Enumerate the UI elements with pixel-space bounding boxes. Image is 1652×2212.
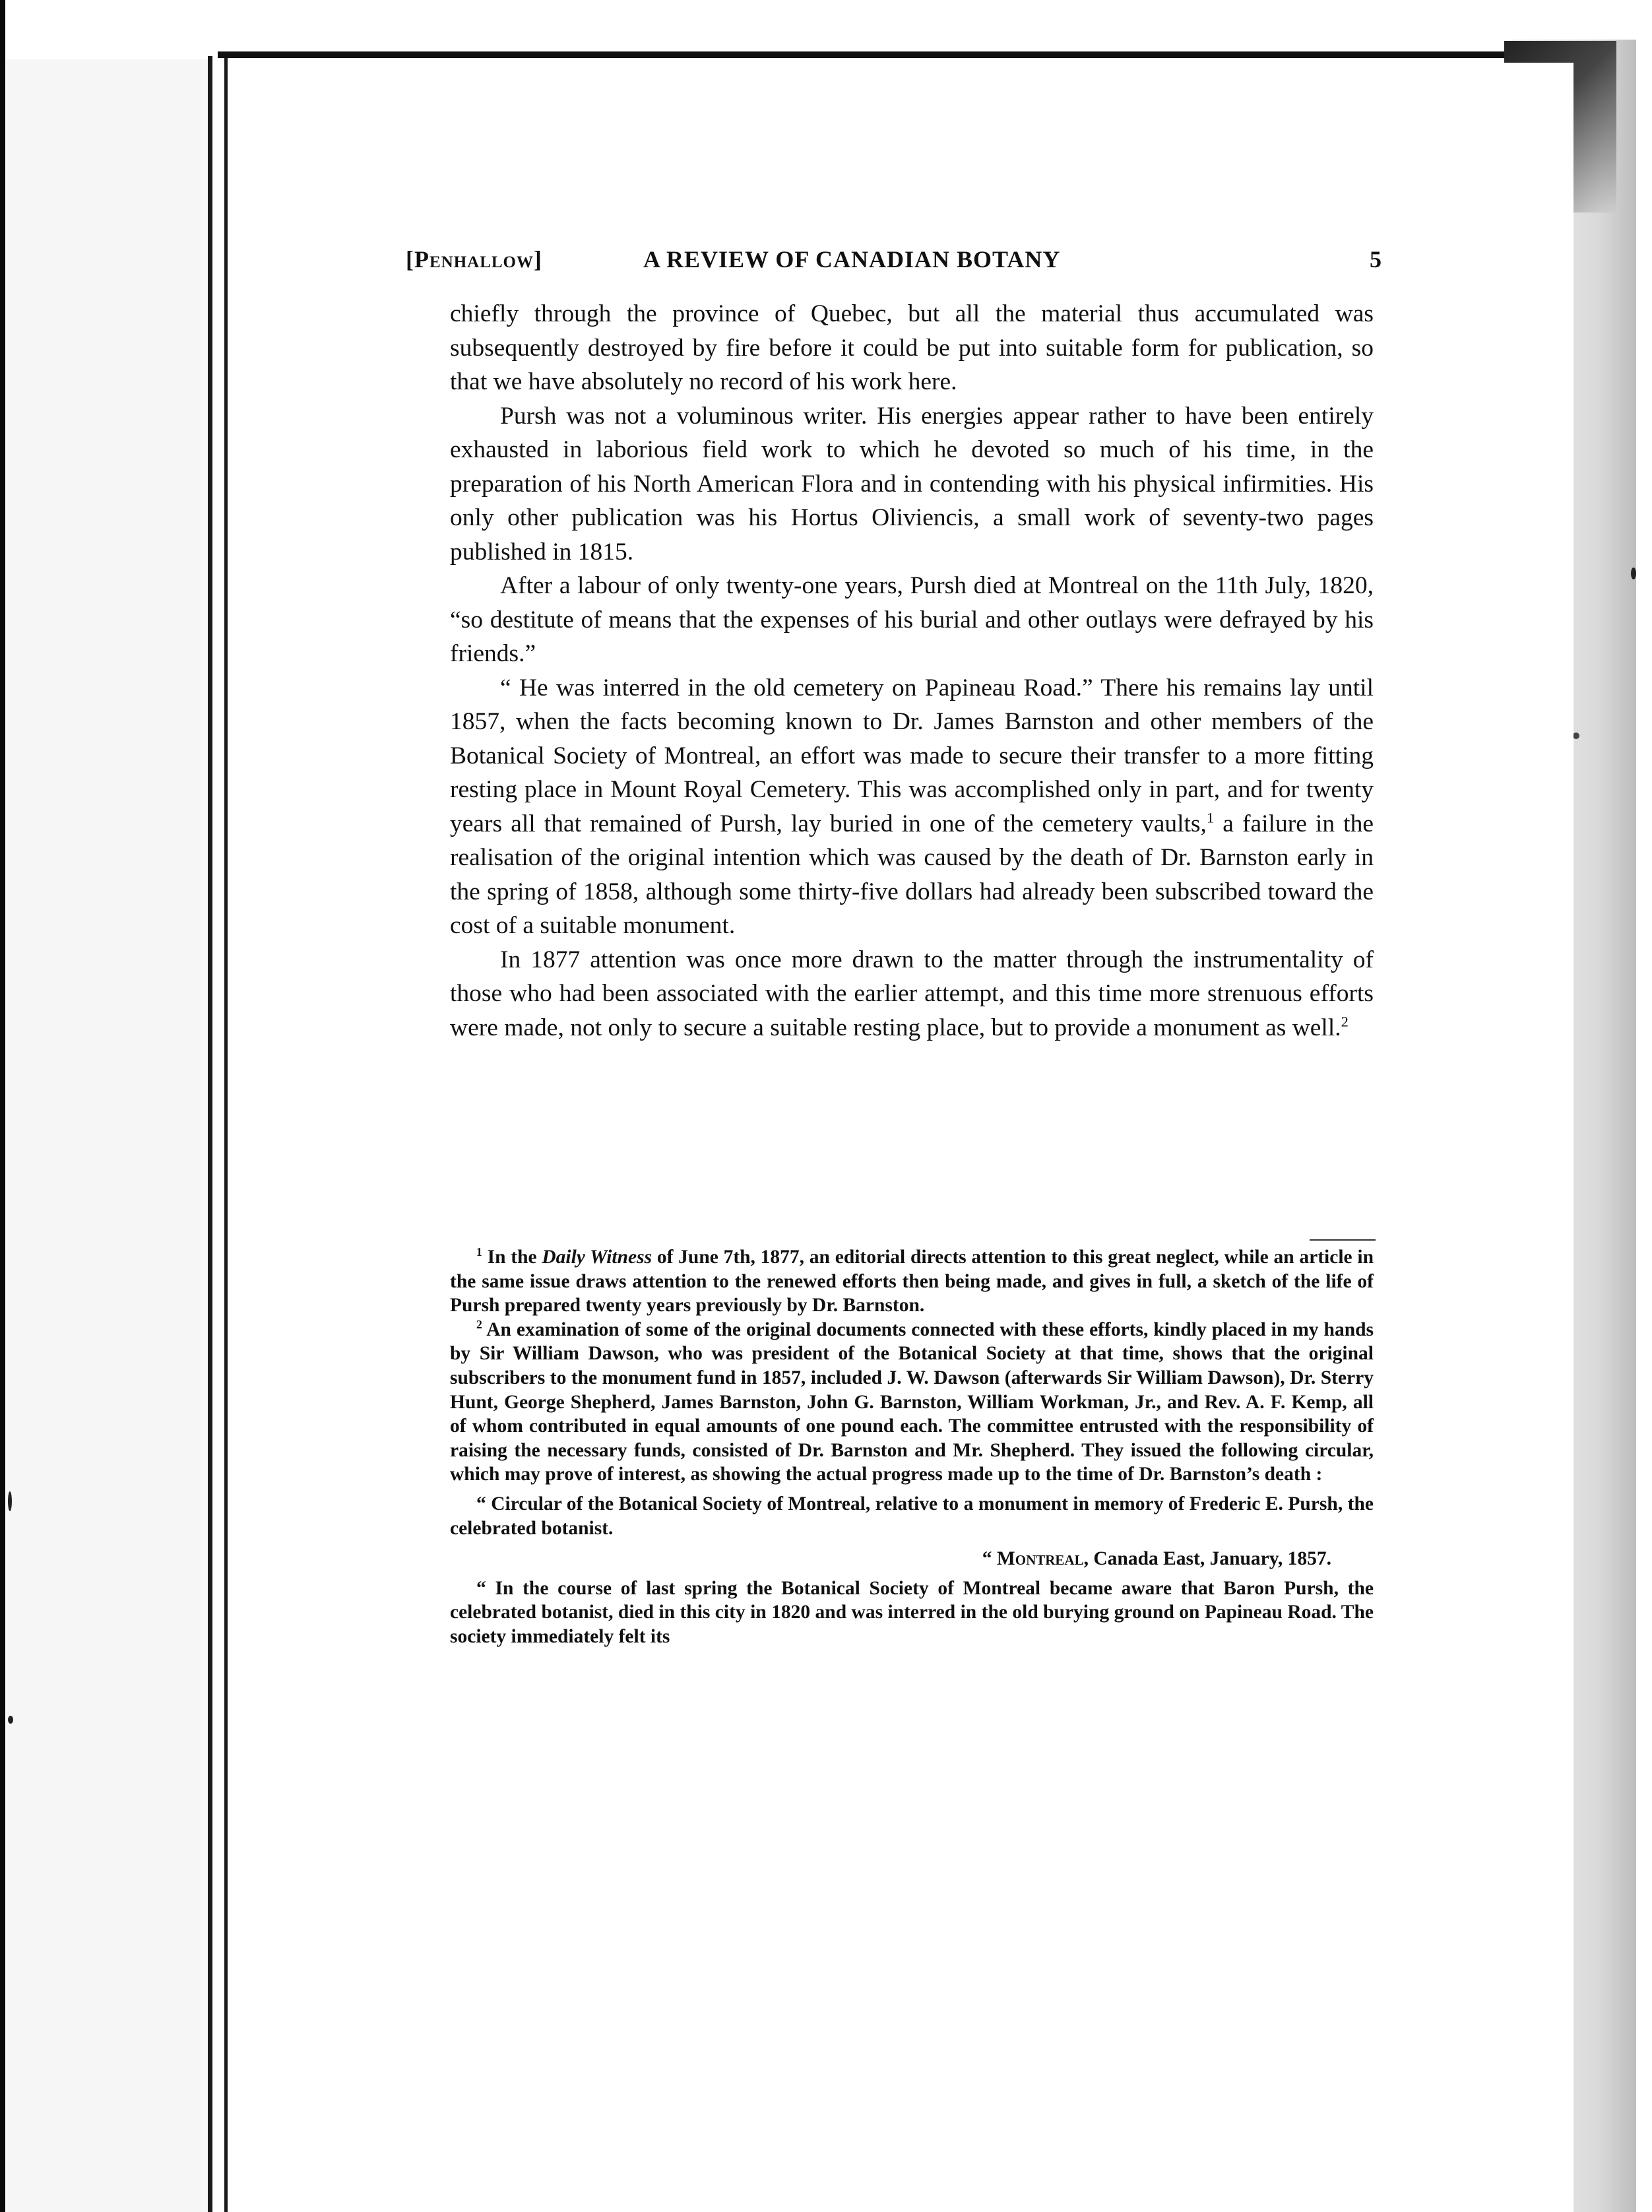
footnote-1-text-b: of June 7th, 1877, an editorial directs attention to this great neglect, while an article in the same issue draws attention to the renewed efforts then being made, and gives in full, a sketch of the life of Pursh prepared twenty years previously by Dr. Barnston. — [450, 1247, 1374, 1317]
footnote-ref-1: 1 — [1206, 809, 1215, 826]
paragraph-1: chiefly through the province of Quebec, but all the material thus accumulated was subsequently destroyed by fire before it could be put into suitable form for publication, so that we have absolutely no record of his work here. — [450, 300, 1374, 395]
page-number: 5 — [1370, 246, 1382, 273]
paragraph-5-text: In 1877 attention was once more drawn to the matter through the instrumentality of those who had been associated with the earlier attempt, and this time more strenuous efforts were made, not only to secure a suitable resting place, but to provide a monument as well. — [450, 946, 1374, 1041]
dateline-rest: , Canada East, January, 1857. — [1083, 1548, 1331, 1570]
scan-speck — [8, 1491, 12, 1511]
running-head-title: A REVIEW OF CANADIAN BOTANY — [643, 246, 1061, 273]
circular-title: “ Circular of the Botanical Society of Montreal, relative to a monument in memory of Frederic E. Pursh, the celebrated botanist. — [450, 1493, 1374, 1539]
circular-dateline — [450, 1547, 1374, 1571]
paragraph-2: Pursh was not a voluminous writer. His energies appear rather to have been entirely exhausted in laborious field work to which he devoted so much of his time, in the preparation of his North American Flora and in contending with his physical infirmities. His only other publication was his Hortus Oliviencis, a small work of seventy-two pages published in 1815. — [450, 402, 1374, 566]
running-head — [406, 245, 1382, 278]
paragraph-4 — [450, 671, 1374, 943]
dateline-city: Montreal — [996, 1548, 1084, 1570]
paragraph-5 — [450, 943, 1374, 1045]
scan-border-left — [0, 0, 5, 2212]
binding-gutter-line — [208, 56, 212, 2212]
scan-speck — [1631, 568, 1636, 579]
footnote-1-mark: 1 — [476, 1245, 482, 1259]
paragraph-4-text-a: “ He was interred in the old cemetery on Papineau Road.” There his remains lay until 1857, when the facts becoming known to Dr. James Barnston and other members of the Botanical Society of Montreal, an effort was made to secure their transfer to a more fitting resting place in Mount Royal Cemetery. This was accomplished only in part, and for twenty years all that remained of Pursh, lay buried in one of the cemetery vaults, — [450, 674, 1374, 837]
paragraph-3: After a labour of only twenty-one years, Pursh died at Montreal on the 11th July, 1820, “so destitute of means that the expenses of his burial and other outlays were defrayed by his friends.” — [450, 572, 1374, 667]
footnote-2-mark: 2 — [476, 1317, 482, 1331]
scan-speck — [1573, 732, 1579, 739]
footnote-ref-2: 2 — [1341, 1013, 1349, 1029]
page-top-edge — [218, 51, 1511, 58]
facing-page-edge — [7, 59, 211, 2212]
paragraph-4-text-b: a failure in the realisation of the original intention which was caused by the death of Dr. Barnston early in the spring of 1858, although some thirty-five dollars had already been subscribed toward the cost of a suitable monument. — [450, 810, 1374, 939]
footnote-1-newspaper: Daily Witness — [542, 1247, 652, 1268]
body-text — [450, 297, 1374, 1045]
scan-speck — [8, 1716, 13, 1724]
footnote-2 — [450, 1318, 1374, 1487]
footnote-1 — [450, 1245, 1374, 1318]
footnotes — [450, 1245, 1374, 1649]
running-head-author: [Penhallow] — [406, 246, 542, 273]
footnote-rule — [1310, 1239, 1376, 1241]
footnote-2-text: An examination of some of the original documents connected with these efforts, kindly placed in my hands by Sir William Dawson, who was president of the Botanical Society at that time, shows that the original subscribers to the monument fund in 1857, included J. W. Dawson (afterwards Sir William Dawson), Dr. Sterry Hunt, George Shepherd, James Barnston, John G. Barnston, William Workman, Jr., and Rev. A. F. Kemp, all of whom contributed in equal amounts of one pound each. The committee entrusted with the responsibility of raising the necessary funds, consisted of Dr. Barnston and Mr. Shepherd. They issued the following circular, which may prove of interest, as showing the actual progress made up to the time of Dr. Barnston’s death : — [450, 1318, 1374, 1485]
dateline-quote: “ — [982, 1548, 997, 1570]
circular-body: “ In the course of last spring the Botanical Society of Montreal became aware that Baron Pursh, the celebrated botanist, died in this city in 1820 and was interred in the old burying ground on Papineau Road. The society immediately felt its — [450, 1577, 1374, 1647]
footnote-1-text-a: In the — [482, 1247, 542, 1268]
